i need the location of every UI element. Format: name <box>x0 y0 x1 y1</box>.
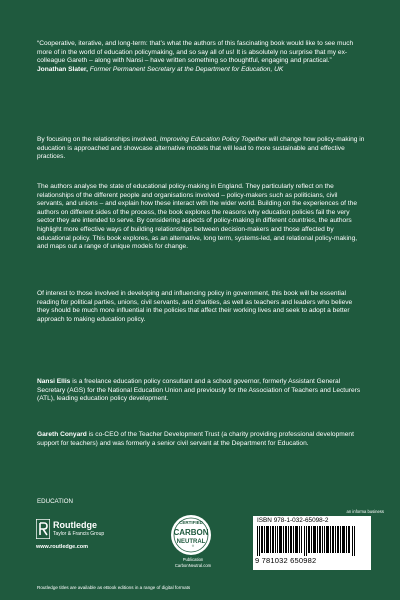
barcode-icon <box>257 526 357 556</box>
author-name: Nansi Ellis <box>37 378 71 385</box>
intro-book-title: Improving Education Policy Together <box>159 136 267 143</box>
publisher-row <box>30 509 384 581</box>
isbn-barcode <box>253 516 371 570</box>
svg-text:®: ® <box>191 544 195 548</box>
quote-attribution <box>37 66 365 75</box>
intro-paragraph <box>37 136 365 162</box>
intro-text-after: will change how policy-making in education is approached and showcase alternative models that will lead to more sustainable and effective practices. <box>37 136 365 161</box>
svg-text:CARBON: CARBON <box>173 528 209 537</box>
publisher-name: Routledge <box>53 520 97 530</box>
isbn-label: ISBN 978-1-032-65098-2 <box>257 517 329 524</box>
description-paragraph: The authors analyse the state of educational policy-making in England. They particularly reflect on the relationships of the different people and organisations involved – policy-makers such as politicians, civil servants, and unions – and explain how these interact with the wider world. Building on the experiences of the authors on different sides of the process, the book explores the reasons why education policies fail the very sector they are intended to serve. By considering aspects of policy-making in different countries, the authors highlight more effective ways of building relationships between decision-makers and those affected by educational policy. This book explores, as an alternative, long term, systems-led, and relational policy-making, and maps out a range of unique models for change. <box>37 183 358 251</box>
carbon-neutral-seal-icon <box>169 513 213 557</box>
imprint-text: an informa business <box>346 509 384 514</box>
quote-author-role: Former Permanent Secretary at the Department for Education, UK <box>89 65 284 73</box>
quote-text: “Cooperative, iterative, and long-term: that’s what the authors of this fascinating book would like to see much more of in the world of education policymaking, and so say all of us! It is absolutely no surprise that my ex-colleague Gareth – along with Nansi – have written something so thoughtful, engaging and practical.” <box>37 40 354 65</box>
svg-text:CERTIFIED: CERTIFIED <box>179 520 203 525</box>
endorsement-quote <box>37 40 365 74</box>
isbn-digits: 9 781032 650982 <box>255 556 317 565</box>
publisher-url: www.routledge.com <box>36 544 89 550</box>
intro-text-before: By focusing on the relationships involved, <box>37 136 160 143</box>
author-bio-nansi <box>37 378 365 404</box>
author-name: Gareth Conyard <box>37 431 87 438</box>
seal-caption-url: CarbonNeutral.com <box>174 563 212 568</box>
quote-author: Jonathan Slater, <box>37 65 88 73</box>
subject-category: EDUCATION <box>37 498 73 505</box>
publisher-group: Taylor & Francis Group <box>53 531 105 537</box>
author-bio-text: is a freelance education policy consultant and a school governor, formerly Assistant General Secretary (AGS) for the National Education Union and previously for the Association of Teachers and Lecturers (ATL), leading education policy development. <box>37 378 361 403</box>
author-bio-gareth <box>37 431 365 448</box>
svg-text:NEUTRAL: NEUTRAL <box>176 539 206 545</box>
footer-note: Routledge titles are available as eBook editions in a range of digital formats <box>37 585 191 590</box>
routledge-r-icon <box>36 519 50 539</box>
publisher-logo <box>36 519 156 563</box>
seal-caption: Publication <box>182 557 204 562</box>
audience-paragraph: Of interest to those involved in developing and influencing policy in government, this book will be essential reading for political parties, unions, civil servants, and charities, as well as teachers and leaders who believe they should be much more influential in the policies that affect their working lives and seek to adopt a better approach to making education policy. <box>37 290 353 323</box>
author-bio-text: is co-CEO of the Teacher Development Trust (a charity providing professional development support for teachers) and was formerly a senior civil servant at the Department for Education. <box>37 431 354 447</box>
